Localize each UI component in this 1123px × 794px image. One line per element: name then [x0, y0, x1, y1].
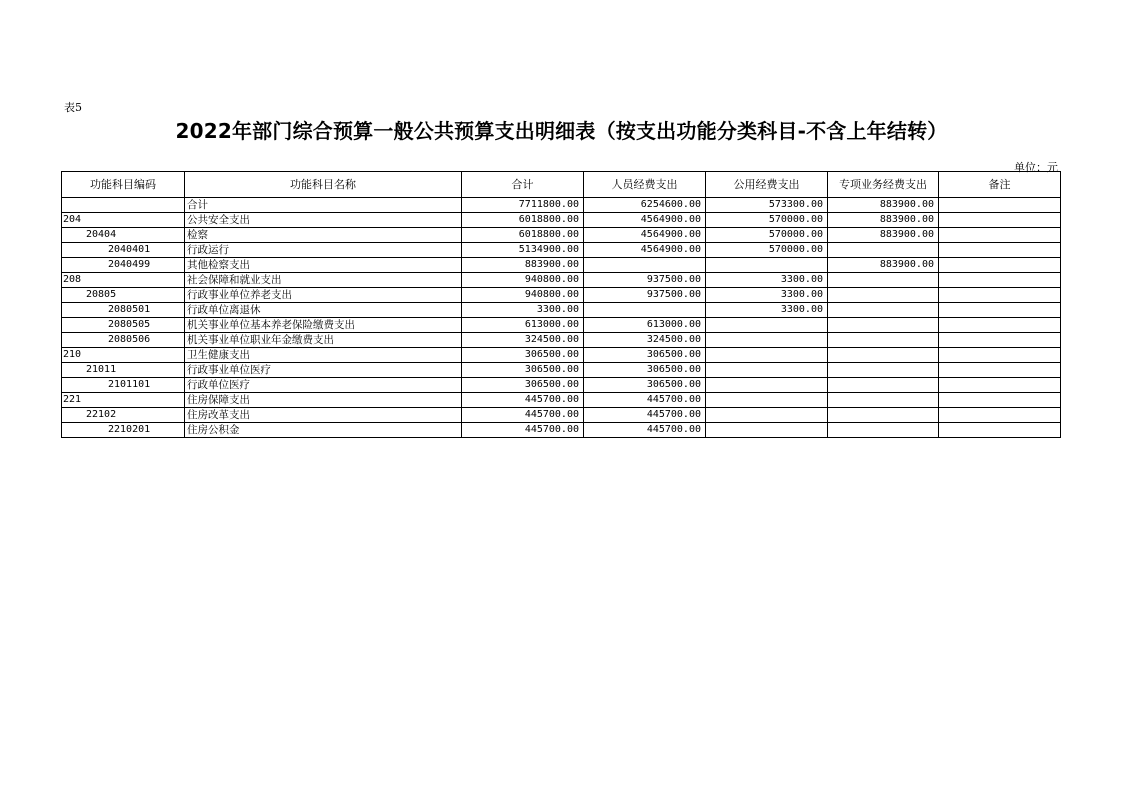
cell-code: 20805: [62, 288, 185, 303]
table-row: [62, 273, 1061, 288]
cell-code: 2040499: [62, 258, 185, 273]
cell-code: 2080505: [62, 318, 185, 333]
unit-label: 单位：元: [1014, 161, 1058, 174]
cell-public: [706, 318, 828, 333]
cell-note: [939, 348, 1061, 363]
cell-special: 883900.00: [828, 258, 939, 273]
cell-public: 3300.00: [706, 303, 828, 318]
cell-public: 570000.00: [706, 228, 828, 243]
cell-code: 2210201: [62, 423, 185, 438]
cell-code: 208: [62, 273, 185, 288]
page-title: 2022年部门综合预算一般公共预算支出明细表（按支出功能分类科目-不含上年结转）: [175, 119, 948, 143]
table-header-row: [62, 172, 1061, 198]
cell-special: [828, 318, 939, 333]
cell-note: [939, 303, 1061, 318]
cell-special: [828, 408, 939, 423]
cell-note: [939, 243, 1061, 258]
table-row: [62, 363, 1061, 378]
cell-total: 3300.00: [462, 303, 584, 318]
table-row: [62, 303, 1061, 318]
table-row: [62, 378, 1061, 393]
cell-name: 公共安全支出: [185, 213, 462, 228]
cell-special: 883900.00: [828, 198, 939, 213]
cell-name: 社会保障和就业支出: [185, 273, 462, 288]
column-header-code: 功能科目编码: [62, 172, 185, 198]
table-row: [62, 258, 1061, 273]
cell-total: 306500.00: [462, 378, 584, 393]
cell-special: 883900.00: [828, 213, 939, 228]
table-row: [62, 288, 1061, 303]
cell-total: 306500.00: [462, 363, 584, 378]
cell-note: [939, 258, 1061, 273]
cell-note: [939, 318, 1061, 333]
cell-code: 22102: [62, 408, 185, 423]
cell-code: 2101101: [62, 378, 185, 393]
cell-personnel: 937500.00: [584, 288, 706, 303]
cell-total: 445700.00: [462, 408, 584, 423]
cell-name: 机关事业单位基本养老保险缴费支出: [185, 318, 462, 333]
table-row: [62, 348, 1061, 363]
table-number-label: 表5: [64, 101, 82, 114]
cell-name: 行政事业单位医疗: [185, 363, 462, 378]
table-row: [62, 333, 1061, 348]
cell-name: 住房公积金: [185, 423, 462, 438]
cell-special: [828, 378, 939, 393]
cell-special: [828, 333, 939, 348]
column-header-note: 备注: [939, 172, 1061, 198]
cell-personnel: 445700.00: [584, 423, 706, 438]
table-row: [62, 423, 1061, 438]
cell-name: 住房改革支出: [185, 408, 462, 423]
cell-name: 合计: [185, 198, 462, 213]
cell-public: 570000.00: [706, 213, 828, 228]
cell-name: 卫生健康支出: [185, 348, 462, 363]
cell-code: 210: [62, 348, 185, 363]
cell-total: 5134900.00: [462, 243, 584, 258]
cell-total: 324500.00: [462, 333, 584, 348]
cell-total: 306500.00: [462, 348, 584, 363]
cell-personnel: 306500.00: [584, 348, 706, 363]
cell-total: 883900.00: [462, 258, 584, 273]
budget-table: [61, 171, 1061, 438]
cell-code: 20404: [62, 228, 185, 243]
cell-total: 613000.00: [462, 318, 584, 333]
table-row: [62, 213, 1061, 228]
table-row: [62, 408, 1061, 423]
cell-note: [939, 288, 1061, 303]
cell-note: [939, 198, 1061, 213]
cell-note: [939, 213, 1061, 228]
cell-public: 573300.00: [706, 198, 828, 213]
column-header-total: 合计: [462, 172, 584, 198]
table-row: [62, 198, 1061, 213]
cell-name: 住房保障支出: [185, 393, 462, 408]
cell-total: 6018800.00: [462, 228, 584, 243]
cell-personnel: 4564900.00: [584, 243, 706, 258]
cell-public: [706, 393, 828, 408]
cell-personnel: 937500.00: [584, 273, 706, 288]
cell-note: [939, 393, 1061, 408]
cell-note: [939, 378, 1061, 393]
cell-code: 2080501: [62, 303, 185, 318]
cell-note: [939, 363, 1061, 378]
cell-special: [828, 348, 939, 363]
cell-public: [706, 378, 828, 393]
cell-personnel: 6254600.00: [584, 198, 706, 213]
cell-public: 3300.00: [706, 273, 828, 288]
cell-special: [828, 288, 939, 303]
cell-personnel: 4564900.00: [584, 228, 706, 243]
cell-note: [939, 333, 1061, 348]
cell-public: [706, 258, 828, 273]
cell-special: [828, 393, 939, 408]
table-row: [62, 393, 1061, 408]
cell-public: [706, 423, 828, 438]
cell-total: 7711800.00: [462, 198, 584, 213]
cell-code: 21011: [62, 363, 185, 378]
cell-special: [828, 363, 939, 378]
cell-total: 6018800.00: [462, 213, 584, 228]
table-row: [62, 228, 1061, 243]
cell-total: 445700.00: [462, 423, 584, 438]
column-header-personnel: 人员经费支出: [584, 172, 706, 198]
cell-code: [62, 198, 185, 213]
cell-special: [828, 423, 939, 438]
cell-personnel: 445700.00: [584, 408, 706, 423]
cell-name: 检察: [185, 228, 462, 243]
cell-code: 221: [62, 393, 185, 408]
column-header-public: 公用经费支出: [706, 172, 828, 198]
cell-personnel: 306500.00: [584, 378, 706, 393]
cell-special: 883900.00: [828, 228, 939, 243]
cell-personnel: 445700.00: [584, 393, 706, 408]
column-header-special: 专项业务经费支出: [828, 172, 939, 198]
cell-special: [828, 303, 939, 318]
cell-name: 行政单位离退休: [185, 303, 462, 318]
cell-personnel: [584, 303, 706, 318]
cell-name: 机关事业单位职业年金缴费支出: [185, 333, 462, 348]
cell-public: 3300.00: [706, 288, 828, 303]
cell-public: [706, 363, 828, 378]
cell-personnel: 613000.00: [584, 318, 706, 333]
cell-total: 940800.00: [462, 288, 584, 303]
cell-personnel: [584, 258, 706, 273]
cell-personnel: 324500.00: [584, 333, 706, 348]
cell-total: 445700.00: [462, 393, 584, 408]
table-row: [62, 243, 1061, 258]
cell-total: 940800.00: [462, 273, 584, 288]
cell-public: [706, 333, 828, 348]
cell-public: 570000.00: [706, 243, 828, 258]
cell-name: 行政事业单位养老支出: [185, 288, 462, 303]
cell-note: [939, 273, 1061, 288]
cell-code: 2040401: [62, 243, 185, 258]
cell-code: 2080506: [62, 333, 185, 348]
column-header-name: 功能科目名称: [185, 172, 462, 198]
cell-personnel: 4564900.00: [584, 213, 706, 228]
cell-note: [939, 408, 1061, 423]
cell-name: 其他检察支出: [185, 258, 462, 273]
cell-note: [939, 228, 1061, 243]
cell-name: 行政单位医疗: [185, 378, 462, 393]
cell-public: [706, 348, 828, 363]
table-body: [62, 198, 1061, 438]
cell-special: [828, 243, 939, 258]
cell-personnel: 306500.00: [584, 363, 706, 378]
table-row: [62, 318, 1061, 333]
cell-code: 204: [62, 213, 185, 228]
cell-special: [828, 273, 939, 288]
cell-note: [939, 423, 1061, 438]
cell-name: 行政运行: [185, 243, 462, 258]
cell-public: [706, 408, 828, 423]
